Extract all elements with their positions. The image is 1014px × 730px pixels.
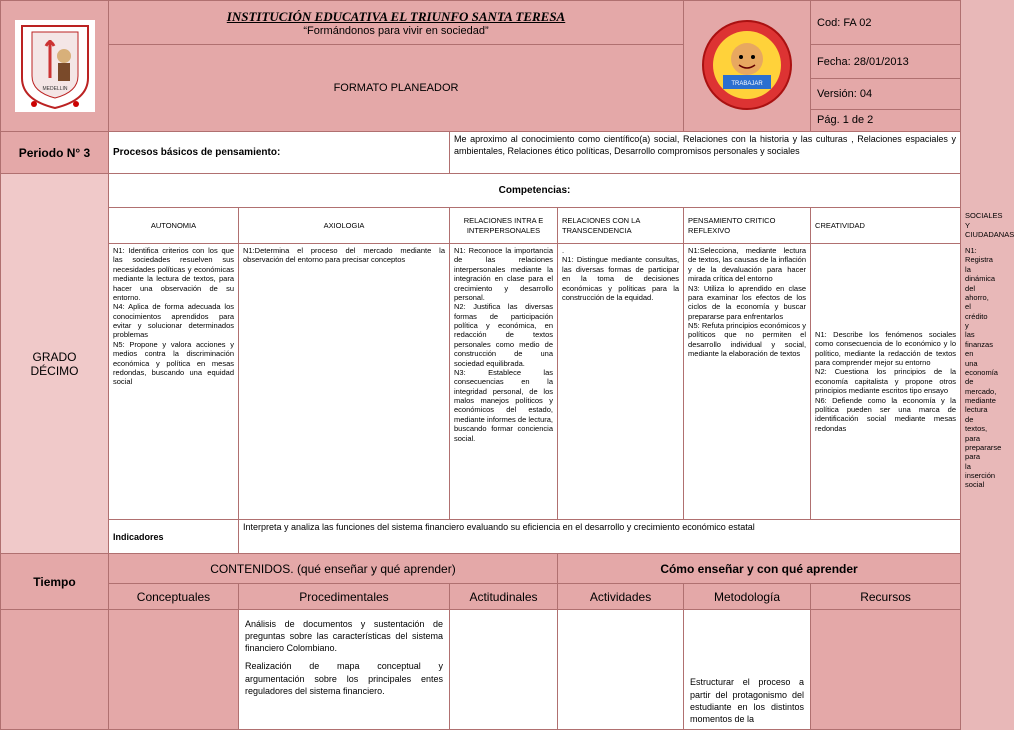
svg-text:MEDELLIN: MEDELLIN <box>41 86 68 92</box>
version-page-cell <box>811 79 961 132</box>
planeador-table: MEDELLIN INSTITUCIÓN EDUCATIVA EL TRIUNFO SANTA TERESA “Formándonos para vivir en sociedad” TRABAJAR Cod: FA 02 FORMATO PLANEADOR Fecha: 28/01/2013 Versión: 04 Pág. 1 de 2 Periodo N° 3 Procesos básicos de pensamiento: Me aproximo al conocimiento como científico(a) social, Relaciones con la historia y las culturas , Relaciones espaciales y ambientales, Relaciones ético políticas, Desarrollo compromisos personales y sociales GRADO DÉCIMO Competencias: AUTONOMIA AXIOLOGIA RELACIONES INTRA E INTERPERSONALES RELACIONES CON LA TRANSCENDENCIA PENSAMIENTO CRITICO REFLEXIVO CREATIVIDAD SOCIALES Y CIUDADANAS N1: Identifica criterios con los que las sociedades resuelven sus necesidades políticas y económicas mediante la lectura de textos, para hacer una observación de su entorno. N4: Aplica de forma adecuada los conocimientos aprendidos para evitar y solucionar determinados problemas N5: Propone y valora acciones y medios contra la discriminación económica y política en mesas redondas, buscando una equidad social N1:Determina el proceso del mercado mediante la observación del entorno para precisar conceptos N1: Reconoce la importancia de las relaciones interpersonales mediante la integración en clase para el crecimiento y desarrollo personal. N2: Justifica las diversas formas de participación política y económica, en redacción de textos personales como medio de construcción de una sociedad equilibrada. N3: Establece las consecuencias en la integridad personal, de los malos manejos políticos y económicos del estado, mediante informes de lectura, buscando formar conciencia social. . N1: Distingue mediante consultas, las diversas formas de participar en la toma de decisiones económicas y políticas para la construcción de la equidad. N1:Selecciona, mediante lectura de textos, las causas de la inflación y de la devaluación para hacer mirada crítica del entorno N3: Utiliza lo aprendido en clase para examinar los efectos de los ciclos de la economía y buscar prepararse para enfrentarlos N5: Refuta principios económicos y políticos que no permiten el desarrollo individual y social, mediante la elaboración de textos N1: Describe los fenómenos sociales como consecuencia de lo económico y lo político, mediante la redacción de textos para comprender mejor su entorno N2: Cuestiona los principios de la economía capitalista y propone otros principios mediante escritos tipo ensayo N6: Defiende como la economía y la política pueden ser una marca de identificación social mediante mesas redondas N1: Registra la dinámica del ahorro, el crédito y las finanzas en una economía de mercado, mediante lectura de textos, para prepararse para la inserción social Indicadores Interpreta y analiza las funciones del sistema financiero evaluando su eficiencia en el desarrollo y crecimiento económico estatal Tiempo CONTENIDOS. (qué enseñar y qué aprender) Cómo enseñar y con qué aprender Conceptuales Procedimentales Actitudinales Actividades Metodología Recursos Análisis de documentos y sustentación de preguntas sobre las características del sistema financiero Colombiano. Realización de mapa conceptual y argumentación sobre los principales entes reguladores del sistema financiero. Estructurar el proceso a partir del protagonismo del estudiante en los distintos momentos de la <box>0 0 961 730</box>
sub-actividades: Actividades <box>558 584 684 610</box>
sub-procedimentales: Procedimentales <box>239 584 450 610</box>
format-title: FORMATO PLANEADOR <box>109 45 684 132</box>
comp-header-pensamiento: PENSAMIENTO CRITICO REFLEXIVO <box>684 208 811 244</box>
tiempo-label: Tiempo <box>1 554 109 610</box>
school-emblem-icon <box>699 17 795 113</box>
comp-header-autonomia: AUTONOMIA <box>109 208 239 244</box>
procesos-label: Procesos básicos de pensamiento: <box>109 132 450 174</box>
procedimental-item: Análisis de documentos y sustentación de preguntas sobre las características del sistema financiero Colombiano. <box>245 619 443 654</box>
procesos-text: Me aproximo al conocimiento como científico(a) social, Relaciones con la historia y las culturas , Relaciones espaciales y ambientales, Relaciones ético políticas, Desarrollo compromisos personales y sociales <box>450 132 961 174</box>
sub-actitudinales: Actitudinales <box>450 584 558 610</box>
comp-cell-creatividad: N1: Describe los fenómenos sociales como consecuencia de lo económico y lo político, mediante la redacción de textos para comprender mejor su entorno N2: Cuestiona los principios de la economía capitalista y propone otros principios mediante escritos tipo ensayo N6: Defiende como la economía y la política pueden ser una marca de identificación social mediante mesas redondas <box>811 244 961 520</box>
contenidos-label: CONTENIDOS. (qué enseñar y qué aprender) <box>109 554 558 584</box>
date-cell: Fecha: 28/01/2013 <box>811 45 961 79</box>
version-text: Versión: 04 <box>811 79 960 110</box>
institution-cell <box>109 1 684 45</box>
grado-label: GRADO DÉCIMO <box>1 174 109 554</box>
comp-cell-transcendencia: . N1: Distingue mediante consultas, las diversas formas de participar en la toma de decisiones económicas y políticas para la construcción de la equidad. <box>558 244 684 520</box>
indicadores-text: Interpreta y analiza las funciones del sistema financiero evaluando su eficiencia en el desarrollo y crecimiento económico estatal <box>239 520 961 554</box>
sub-recursos: Recursos <box>811 584 961 610</box>
institution-name: INSTITUCIÓN EDUCATIVA EL TRIUNFO SANTA TERESA <box>226 8 566 24</box>
comp-header-axiologia: AXIOLOGIA <box>239 208 450 244</box>
como-ensenar-label: Cómo enseñar y con qué aprender <box>558 554 961 584</box>
school-shield-icon <box>10 16 100 116</box>
comp-cell-pensamiento: N1:Selecciona, mediante lectura de textos, las causas de la inflación y de la devaluación para hacer mirada crítica del entorno N3: Utiliza lo aprendido en clase para examinar los efectos de los ciclos de la economía y buscar prepararse para enfrentarlos N5: Refuta principios económicos y políticos que no permiten el desarrollo individual y social, mediante la elaboración de textos <box>684 244 811 520</box>
comp-header-relaciones-intra: RELACIONES INTRA E INTERPERSONALES <box>450 208 558 244</box>
code-cell: Cod: FA 02 <box>811 1 961 45</box>
comp-header-transcendencia: RELACIONES CON LA TRANSCENDENCIA <box>558 208 684 244</box>
left-logo-cell <box>1 1 109 132</box>
left-logo <box>5 3 104 129</box>
conceptuales-cell <box>109 610 239 730</box>
sub-conceptuales: Conceptuales <box>109 584 239 610</box>
procedimental-item: Realización de mapa conceptual y argumentación sobre los principales entes reguladores del sistema financiero. <box>245 661 443 696</box>
institution-motto: “Formándonos para vivir en sociedad” <box>303 24 489 37</box>
actitudinales-cell <box>450 610 558 730</box>
comp-cell-relaciones-intra: N1: Reconoce la importancia de las relaciones interpersonales mediante la integración en clase para el crecimiento y desarrollo personal. N2: Justifica las diversas formas de participación política y económica, en redacción de textos personales como medio de construcción de una sociedad equilibrada. N3: Establece las consecuencias en la integridad personal, de los malos manejos políticos y económicos del estado, mediante informes de lectura, buscando formar conciencia social. <box>450 244 558 520</box>
right-logo-cell <box>684 1 811 132</box>
competencias-label: Competencias: <box>109 174 961 208</box>
actividades-cell <box>558 610 684 730</box>
tiempo-cell <box>1 610 109 730</box>
indicadores-label: Indicadores <box>109 520 239 554</box>
comp-cell-autonomia: N1: Identifica criterios con los que las sociedades resuelven sus necesidades políticas y económicas mediante la lectura de textos, para hacer una observación de su entorno. N4: Aplica de forma adecuada los conocimientos aprendidos para evitar y solucionar determinados problemas N5: Propone y valora acciones y medios contra la discriminación económica y política en mesas redondas, buscando una equidad social <box>109 244 239 520</box>
periodo-label: Periodo N° 3 <box>1 132 109 174</box>
recursos-cell <box>811 610 961 730</box>
metodologia-cell: Estructurar el proceso a partir del protagonismo del estudiante en los distintos momentos de la <box>684 610 811 730</box>
svg-text:TRABAJAR: TRABAJAR <box>731 80 763 87</box>
comp-cell-axiologia: N1:Determina el proceso del mercado mediante la observación del entorno para precisar conceptos <box>239 244 450 520</box>
comp-header-creatividad: CREATIVIDAD <box>811 208 961 244</box>
page-number: Pág. 1 de 2 <box>817 114 874 126</box>
procedimentales-cell <box>239 610 450 730</box>
sub-metodologia: Metodología <box>684 584 811 610</box>
